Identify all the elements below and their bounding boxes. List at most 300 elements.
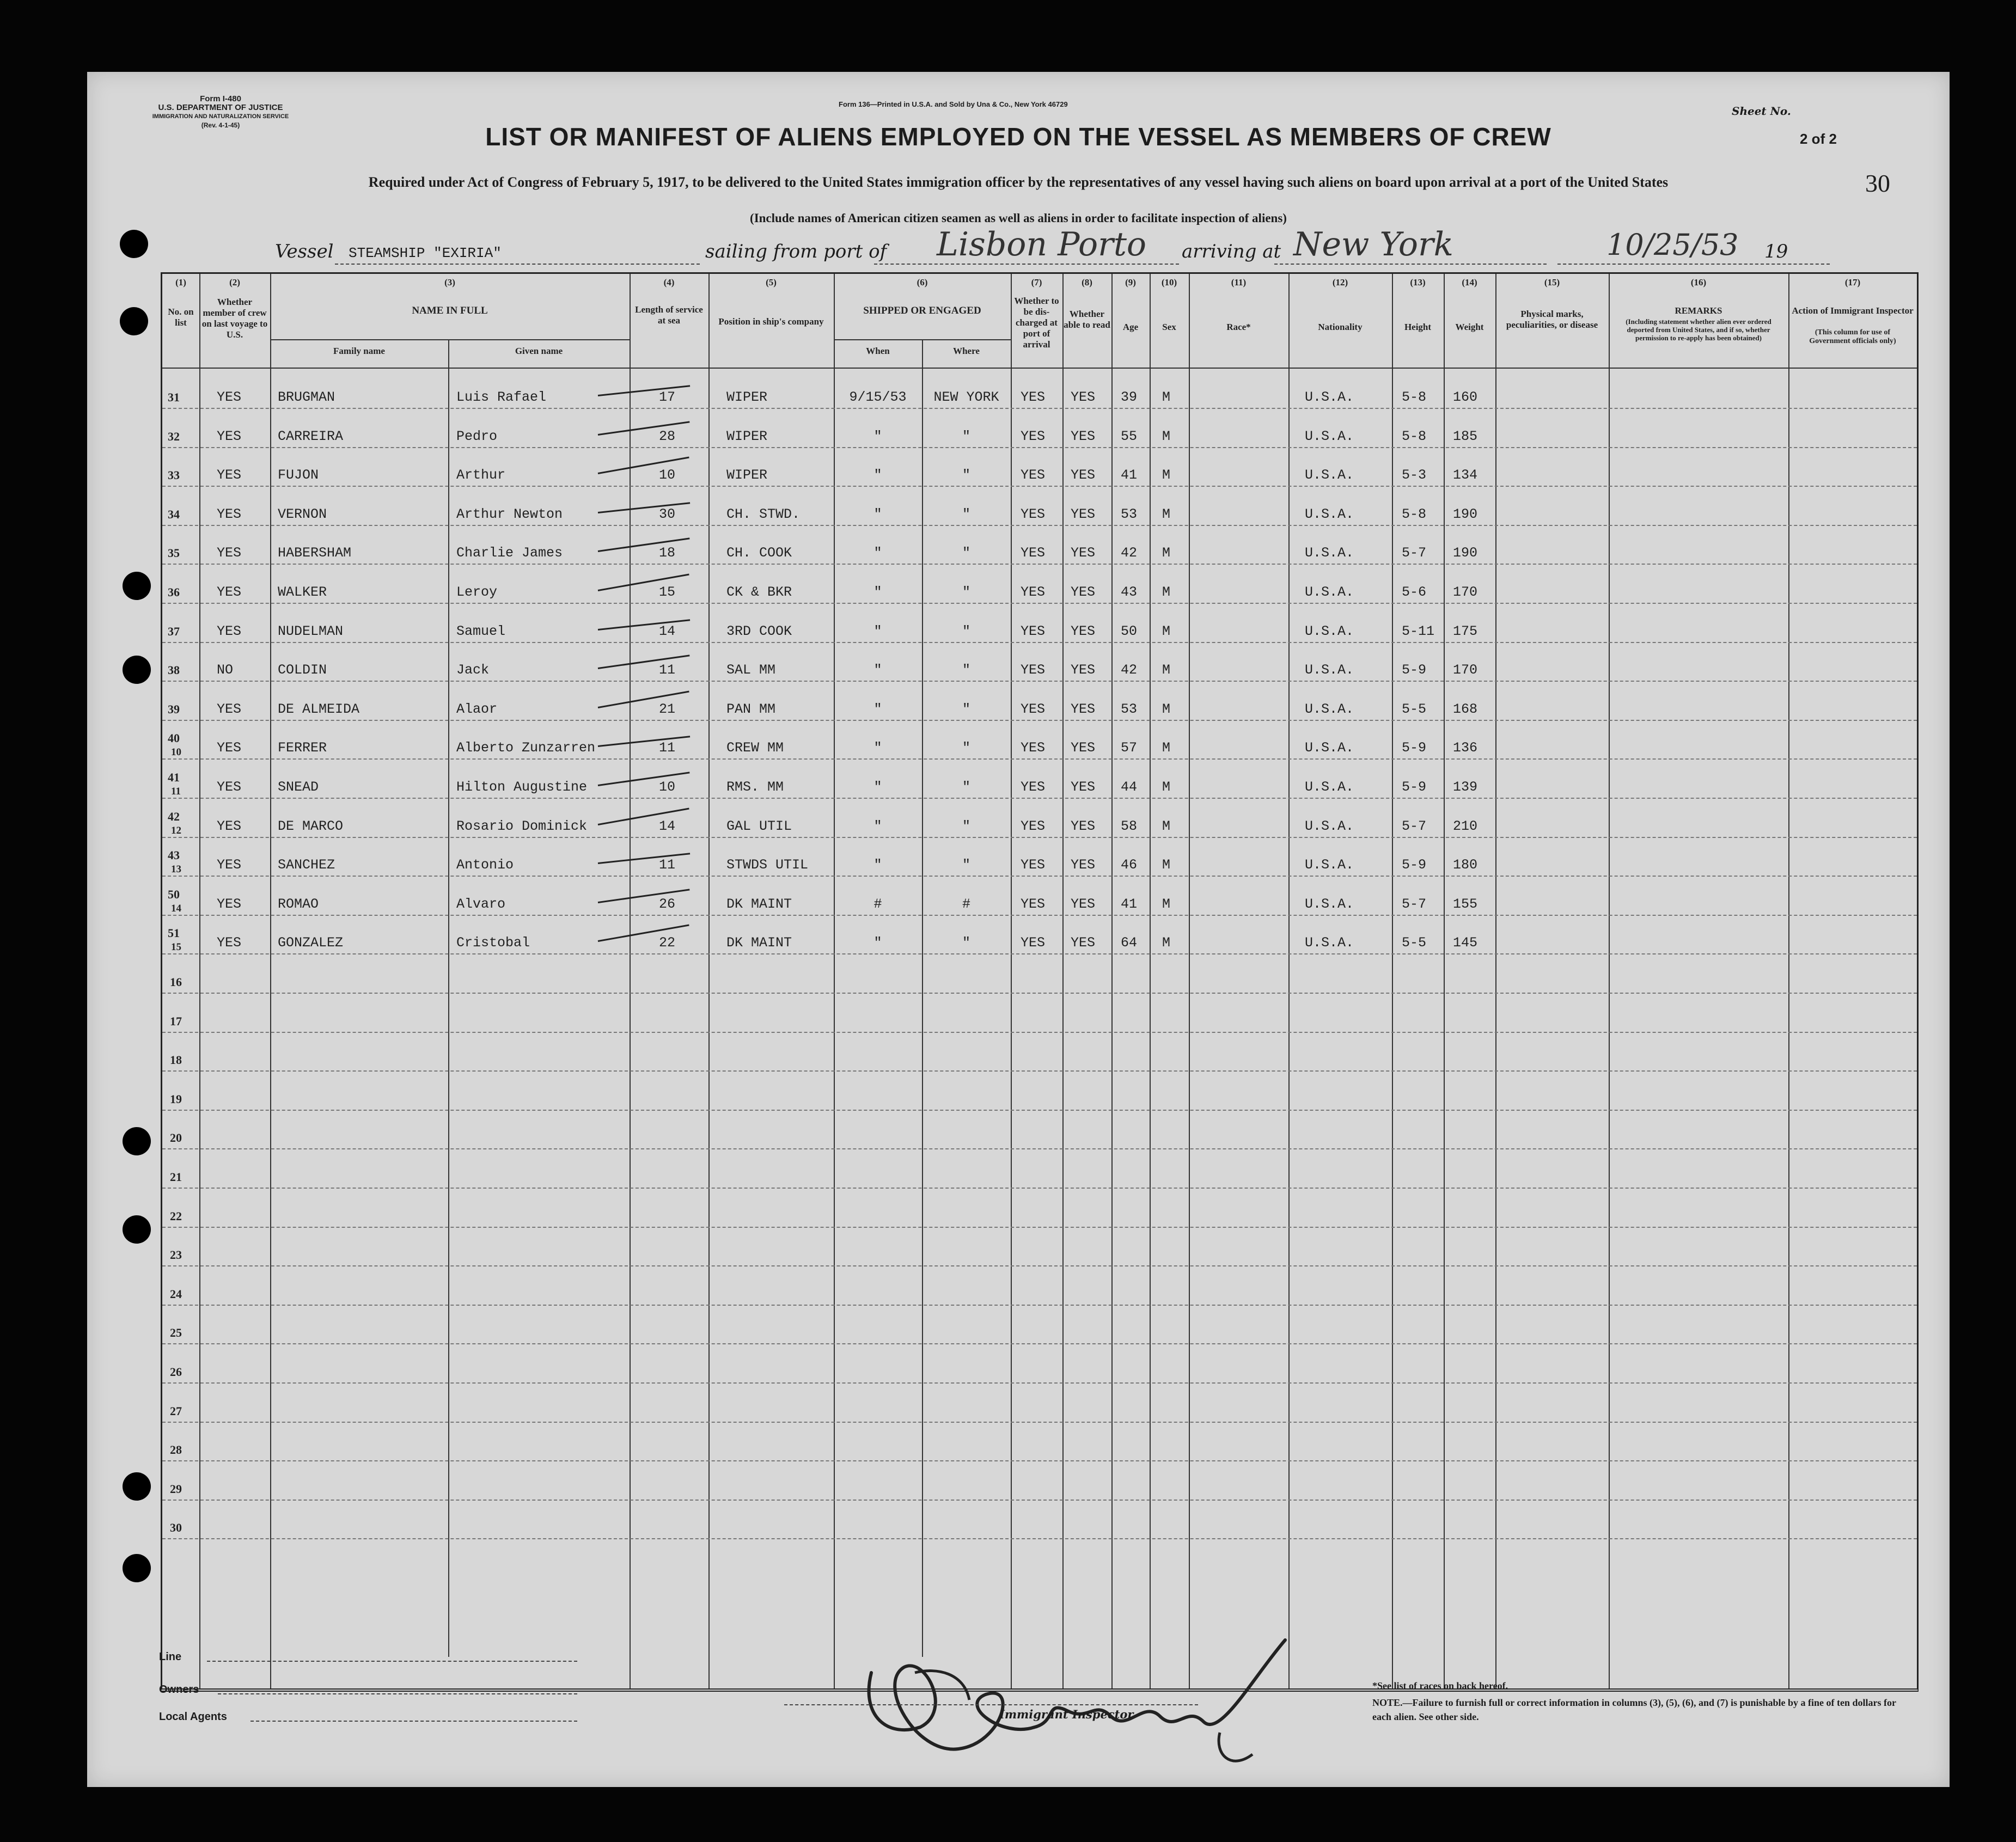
arriving-port: New York [1293,225,1453,264]
cell-when: " [873,857,882,873]
cell-height: 5-7 [1402,545,1427,561]
row-rule [162,603,1917,604]
row-rule [162,1422,1917,1423]
cell-when: " [873,779,882,795]
cell-sex: M [1162,857,1171,873]
cell-read: YES [1071,662,1096,678]
cell-discharged: YES [1021,389,1046,405]
colnum: (9) [1125,277,1136,287]
cell-length: 22 [659,935,676,951]
header-shipped-engaged: SHIPPED OR ENGAGED [863,305,981,316]
arrival-date: 10/25/53 [1606,228,1739,262]
cell-discharged: YES [1021,779,1046,795]
cell-sex: M [1162,740,1171,756]
cell-weight: 185 [1453,428,1478,444]
header-action-note: (This column for use of Government officials only) [1809,328,1896,345]
cell-length: 11 [659,857,676,873]
colnum: (6) [917,277,928,287]
row-number: 43 [168,848,180,862]
cell-family: HABERSHAM [278,545,352,561]
cell-nationality: U.S.A. [1305,818,1354,834]
colnum: (8) [1082,277,1092,287]
cell-crew: YES [217,896,242,912]
check-mark [598,925,689,942]
row-number: 38 [168,663,180,677]
cell-weight: 170 [1453,662,1478,678]
row-number: 40 [168,731,180,745]
cell-nationality: U.S.A. [1305,545,1354,561]
header-nationality: Nationality [1318,322,1363,332]
colnum: (17) [1844,277,1861,287]
row-rule [162,1538,1917,1539]
cell-nationality: U.S.A. [1305,740,1354,756]
cell-read: YES [1071,506,1096,522]
header-discharged: Whether to be dis-charged at port of arrival [1014,296,1059,350]
cell-position: STWDS UTIL [726,857,809,873]
cell-height: 5-6 [1402,584,1427,600]
cell-discharged: YES [1021,506,1046,522]
cell-sex: M [1162,935,1171,951]
cell-discharged: YES [1021,584,1046,600]
row-number: 24 [170,1287,182,1301]
punch-hole [123,1554,151,1582]
colnum: (16) [1690,277,1707,287]
cell-where: " [962,467,970,484]
punch-hole [120,230,148,258]
header-position: Position in ship's company [718,316,824,327]
cell-nationality: U.S.A. [1305,428,1354,444]
header-race: Race* [1226,322,1251,332]
check-mark [598,421,690,436]
cell-nationality: U.S.A. [1305,857,1354,873]
department: U.S. DEPARTMENT OF JUSTICE [158,103,283,112]
row-rule [162,1032,1917,1033]
cell-height: 5-8 [1402,389,1427,405]
cell-age: 53 [1121,701,1138,717]
cell-sex: M [1162,428,1171,444]
cell-when: " [873,584,882,600]
row-number: 36 [168,585,180,599]
punch-hole [123,572,151,600]
cell-height: 5-11 [1402,623,1435,639]
cell-family: CARREIRA [278,428,344,444]
cell-weight: 190 [1453,545,1478,561]
row-rule [162,525,1917,526]
cell-age: 55 [1121,428,1138,444]
cell-position: 3RD COOK [726,623,792,639]
row-rule [162,1305,1917,1306]
row-number: 37 [168,624,180,638]
cell-weight: 180 [1453,857,1478,873]
vessel-label: Vessel [275,241,334,262]
row-rule [162,876,1917,877]
cell-family: FUJON [278,467,319,484]
cell-weight: 136 [1453,740,1478,756]
colnum: (11) [1231,277,1247,287]
cell-age: 53 [1121,506,1138,522]
row-rule [162,1265,1917,1266]
cell-where: " [962,584,970,600]
cell-length: 18 [659,545,676,561]
row-number: 21 [170,1170,182,1184]
cell-age: 39 [1121,389,1138,405]
row-rule [162,408,1917,409]
cell-where: " [962,740,970,756]
cell-length: 26 [659,896,676,912]
cell-height: 5-9 [1402,857,1427,873]
cell-position: WIPER [726,389,768,405]
cell-sex: M [1162,545,1171,561]
header-able-read: Whether able to read [1064,309,1110,330]
check-mark [598,655,690,670]
cell-height: 5-3 [1402,467,1427,484]
cell-height: 5-9 [1402,662,1427,678]
row-rule [162,447,1917,448]
cell-length: 30 [659,506,676,522]
header-length-service: Length of service at sea [635,304,703,326]
cell-given: Alaor [456,701,498,717]
header-given-name: Given name [515,346,563,356]
cell-age: 64 [1121,935,1138,951]
colnum: (5) [766,277,777,287]
cell-when: " [873,818,882,834]
check-mark [598,736,690,748]
check-mark [598,574,689,591]
cell-crew: YES [217,545,242,561]
cell-family: FERRER [278,740,327,756]
cell-position: CH. COOK [726,545,792,561]
row-number: 16 [170,975,182,989]
cell-family: DE MARCO [278,818,344,834]
cell-age: 41 [1121,896,1138,912]
cell-where: " [962,623,970,639]
cell-when: " [873,935,882,951]
inspector-signature [839,1591,1329,1820]
cell-where: NEW YORK [933,389,999,405]
cell-nationality: U.S.A. [1305,506,1354,522]
cell-crew: YES [217,584,242,600]
cell-where: " [962,701,970,717]
cell-when: " [873,506,882,522]
local-agents-underline [251,1721,577,1722]
penalty-note: NOTE.—Failure to furnish full or correct information in columns (3), (5), (6), and (7) is punishable by a fine of ten dollars for each alien. See other side. [1372,1697,1896,1722]
cell-nationality: U.S.A. [1305,935,1354,951]
cell-when: " [873,701,882,717]
cell-position: PAN MM [726,701,776,717]
row-sub-number: 13 [171,864,181,876]
row-number: 27 [170,1404,182,1418]
cell-family: VERNON [278,506,327,522]
cell-crew: YES [217,467,242,484]
row-rule [162,1343,1917,1344]
cell-nationality: U.S.A. [1305,623,1354,639]
cell-given: Samuel [456,623,506,639]
row-number: 26 [170,1365,182,1379]
row-sub-number: 14 [171,902,181,914]
header-name-in-full: NAME IN FULL [412,305,488,316]
cell-position: WIPER [726,467,768,484]
header-crew-last-voyage: Whether member of crew on last voyage to U.S. [201,297,268,340]
cell-discharged: YES [1021,662,1046,678]
cell-read: YES [1071,779,1096,795]
colnum: (15) [1544,277,1560,287]
cell-age: 41 [1121,467,1138,484]
row-number: 41 [168,770,180,784]
cell-sex: M [1162,662,1171,678]
cell-sex: M [1162,818,1171,834]
colnum: (13) [1410,277,1426,287]
cell-read: YES [1071,935,1096,951]
cell-family: NUDELMAN [278,623,344,639]
line-label: Line [159,1651,182,1663]
colnum: (10) [1161,277,1177,287]
cell-weight: 190 [1453,506,1478,522]
cell-weight: 160 [1453,389,1478,405]
header-weight: Weight [1455,322,1484,332]
check-mark [598,772,690,786]
cell-length: 14 [659,623,676,639]
line-underline [207,1661,577,1662]
check-mark [598,538,690,553]
cell-discharged: YES [1021,896,1046,912]
cell-read: YES [1071,623,1096,639]
punch-hole [123,656,151,684]
row-number: 51 [168,926,180,940]
subnote: (Include names of American citizen seamen as well as aliens in order to facilitate inspection of aliens) [750,211,1287,225]
colnum: (7) [1031,277,1042,287]
row-number: 28 [170,1443,182,1457]
cell-crew: YES [217,623,242,639]
cell-weight: 170 [1453,584,1478,600]
cell-read: YES [1071,467,1096,484]
cell-age: 50 [1121,623,1138,639]
row-rule [162,564,1917,565]
cell-read: YES [1071,857,1096,873]
cell-sex: M [1162,896,1171,912]
sailing-port: Lisbon Porto [937,225,1147,264]
page-number: 30 [1865,169,1890,197]
header-action: Action of Immigrant Inspector [1792,305,1914,316]
cell-read: YES [1071,389,1096,405]
sheet-value: 2 of 2 [1800,131,1837,147]
cell-weight: 168 [1453,701,1478,717]
header-remarks: REMARKS [1675,305,1722,316]
cell-family: WALKER [278,584,327,600]
row-number: 39 [168,702,180,716]
cell-weight: 210 [1453,818,1478,834]
year-label: 19 [1764,241,1788,262]
row-number: 23 [170,1248,182,1262]
colnum: (1) [175,277,186,287]
inspector-label: Immigrant Inspector [999,1708,1134,1721]
row-rule [162,1227,1917,1228]
cell-crew: YES [217,428,242,444]
cell-family: BRUGMAN [278,389,335,405]
owners-underline [218,1693,577,1694]
cell-height: 5-5 [1402,935,1427,951]
printer-line: Form 136—Printed in U.S.A. and Sold by Una & Co., New York 46729 [839,100,1068,108]
cell-discharged: YES [1021,740,1046,756]
row-sub-number: 15 [171,941,181,953]
header-physical-marks: Physical marks, peculiarities, or disease [1506,309,1598,330]
cell-crew: YES [217,857,242,873]
cell-position: WIPER [726,428,768,444]
cell-height: 5-9 [1402,779,1427,795]
cell-discharged: YES [1021,818,1046,834]
cell-length: 10 [659,779,676,795]
cell-when: " [873,662,882,678]
sailing-label: sailing from port of [705,241,887,262]
cell-given: Pedro [456,428,498,444]
check-mark [598,502,690,513]
cell-family: DE ALMEIDA [278,701,360,717]
cell-height: 5-9 [1402,740,1427,756]
cell-sex: M [1162,779,1171,795]
row-rule [162,1382,1917,1384]
cell-height: 5-8 [1402,428,1427,444]
cell-where: " [962,935,970,951]
header-remarks-note: (Including statement whether alien ever ordered deported from United States, and if so, whether permission to re-apply has been obtained) [1626,317,1771,342]
cell-crew: YES [217,740,242,756]
header-no-on-list: No. on list [168,307,194,328]
cell-crew: YES [217,779,242,795]
row-sub-number: 10 [171,746,181,758]
cell-read: YES [1071,584,1096,600]
row-rule [162,953,1917,954]
cell-read: YES [1071,701,1096,717]
cell-age: 46 [1121,857,1138,873]
cell-read: YES [1071,740,1096,756]
cell-sex: M [1162,584,1171,600]
colnum: (4) [663,277,675,287]
header-where: Where [953,346,980,356]
row-sub-number: 11 [171,786,181,797]
cell-when: 9/15/53 [849,389,907,405]
cell-weight: 145 [1453,935,1478,951]
cell-when: " [873,545,882,561]
check-mark [598,690,689,708]
cell-family: SNEAD [278,779,319,795]
cell-crew: NO [217,662,234,678]
cell-position: DK MAINT [726,935,792,951]
cell-given: Alvaro [456,896,506,912]
cell-height: 5-5 [1402,701,1427,717]
cell-discharged: YES [1021,857,1046,873]
cell-position: DK MAINT [726,896,792,912]
cell-sex: M [1162,389,1171,405]
cell-discharged: YES [1021,428,1046,444]
row-number: 17 [170,1014,182,1028]
row-rule [162,993,1917,994]
cell-sex: M [1162,467,1171,484]
cell-discharged: YES [1021,701,1046,717]
cell-when: " [873,740,882,756]
cell-sex: M [1162,506,1171,522]
row-number: 25 [170,1326,182,1340]
cell-given: Charlie James [456,545,563,561]
row-number: 31 [168,390,180,404]
row-rule [162,1460,1917,1461]
cell-position: CK & BKR [726,584,792,600]
cell-weight: 134 [1453,467,1478,484]
service: IMMIGRATION AND NATURALIZATION SERVICE [152,113,289,120]
cell-height: 5-7 [1402,818,1427,834]
cell-position: SAL MM [726,662,776,678]
cell-when: " [873,428,882,444]
header-when: When [866,346,890,356]
cell-position: GAL UTIL [726,818,792,834]
colnum: (12) [1332,277,1348,287]
punch-hole [123,1127,151,1155]
cell-position: RMS. MM [726,779,784,795]
cell-crew: YES [217,506,242,522]
row-rule [162,681,1917,682]
row-number: 42 [168,809,180,823]
cell-given: Luis Rafael [456,389,547,405]
cell-given: Leroy [456,584,498,600]
cell-where: " [962,779,970,795]
owners-label: Owners [159,1684,199,1696]
row-rule [162,1148,1917,1149]
cell-read: YES [1071,818,1096,834]
row-rule [162,642,1917,643]
cell-where: " [962,506,970,522]
cell-age: 44 [1121,779,1138,795]
subheader-divider [270,339,630,340]
cell-crew: YES [217,389,242,405]
check-mark [598,619,690,631]
cell-family: ROMAO [278,896,319,912]
header-sex: Sex [1162,322,1176,332]
row-rule [162,758,1917,760]
cell-length: 14 [659,818,676,834]
punch-hole [120,307,148,335]
cell-age: 58 [1121,818,1138,834]
page-title: LIST OR MANIFEST OF ALIENS EMPLOYED ON THE VESSEL AS MEMBERS OF CREW [485,123,1551,151]
row-sub-number: 12 [171,824,181,836]
header-height: Height [1404,322,1432,332]
header-family-name: Family name [333,346,385,356]
cell-position: CREW MM [726,740,784,756]
cell-discharged: YES [1021,623,1046,639]
cell-weight: 155 [1453,896,1478,912]
revision: (Rev. 4-1-45) [201,121,240,129]
subtitle: Required under Act of Congress of February 5, 1917, to be delivered to the United States immigration officer by the representatives of any vessel having such aliens on board upon arrival at a port of the United States [368,174,1669,190]
cell-height: 5-8 [1402,506,1427,522]
cell-given: Hilton Augustine [456,779,588,795]
cell-when: # [873,896,882,912]
cell-nationality: U.S.A. [1305,662,1354,678]
cell-given: Rosario Dominick [456,818,588,834]
header-divider [162,368,1917,369]
cell-length: 28 [659,428,676,444]
cell-where: " [962,545,970,561]
cell-read: YES [1071,545,1096,561]
cell-family: COLDIN [278,662,327,678]
row-number: 20 [170,1131,182,1145]
row-number: 33 [168,468,180,482]
row-number: 30 [170,1521,182,1535]
cell-length: 17 [659,389,676,405]
cell-crew: YES [217,701,242,717]
cell-nationality: U.S.A. [1305,467,1354,484]
cell-length: 11 [659,662,676,678]
cell-crew: YES [217,818,242,834]
races-note: *See list of races on back hereof. [1372,1680,1508,1691]
column-divider [922,339,923,1657]
cell-position: CH. STWD. [726,506,801,522]
row-rule [162,720,1917,721]
